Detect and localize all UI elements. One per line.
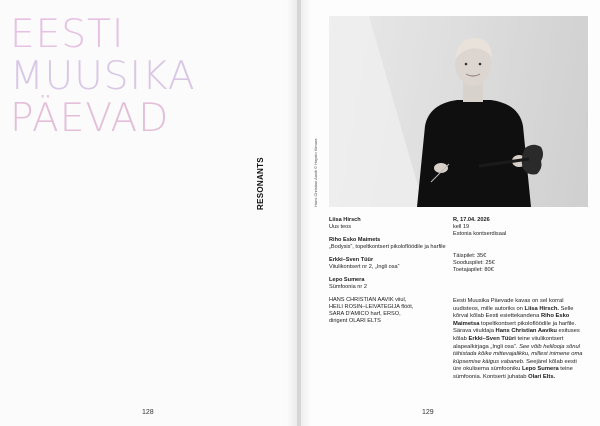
composer-name: Liisa Hirsch — [329, 217, 361, 223]
section-label: RESONANTS — [256, 157, 265, 210]
title-line-2: MUUSIKA — [10, 54, 196, 99]
description-text: Eesti Muusika Päevade kavas on sel korral uudisteos, mille autoriks on — [453, 298, 564, 312]
description-name: Hans Christian Aaviku — [495, 328, 557, 335]
work-title: „Bodysis“, topeltkontsert pikoloflöödile ja harfile — [329, 244, 446, 250]
ticket-price: Sooduspilet: 25€ — [453, 260, 495, 266]
program-list — [329, 217, 449, 325]
description-name: Olari Elts. — [528, 373, 556, 380]
composer-name: Lepo Sumera — [329, 277, 365, 283]
composer-name: Erkki–Sven Tüür — [329, 257, 374, 263]
work-title: Viiulikontsert nr 2, „Ingli osa“ — [329, 264, 400, 270]
description-name: Erkki–Sven Tüüri — [468, 335, 516, 342]
description-text: Seejärel kõlab eesti üre okulisema sümfooniku — [453, 358, 577, 373]
performer-line: HEILI ROSIN–LEIVATEGIJA flööt, — [329, 304, 414, 310]
program-item — [329, 237, 449, 251]
performer-line: HANS CHRISTIAN AAVIK viiul, — [329, 297, 407, 303]
performer-line: SARA D'AMICO harf, ERSO, — [329, 311, 401, 317]
event-venue: Estonia kontserdisaal — [453, 231, 507, 237]
ticket-price: Täispilet: 35€ — [453, 253, 487, 259]
ticket-prices — [453, 253, 583, 274]
violinist-photo — [329, 16, 588, 207]
program-item — [329, 277, 449, 291]
performer-line: dirigent OLARI ELTS — [329, 318, 381, 324]
performers — [329, 297, 449, 325]
work-title: Sümfoonia nr 2 — [329, 284, 367, 290]
ticket-price: Toetajapilet: 80€ — [453, 267, 494, 273]
event-info — [453, 217, 583, 274]
festival-title — [10, 14, 196, 140]
composer-name: Riho Esko Maimets — [329, 237, 381, 243]
event-time: kell 19 — [453, 224, 470, 230]
description-text: topeltkontsert pikoloflöödile ja harfile. Särava viiuldaja — [453, 320, 577, 335]
description-text: esituses kõlab — [453, 328, 580, 342]
concert-description — [453, 298, 585, 382]
work-title: Uus teos — [329, 224, 352, 230]
description-name: Lepo Sumera — [521, 366, 559, 373]
title-line-3: PÄEVAD — [10, 96, 170, 141]
page-number-left: 128 — [142, 409, 154, 416]
description-name: Liisa Hirsch. — [524, 305, 560, 312]
page-number-right: 129 — [422, 409, 434, 416]
program-item — [329, 217, 449, 231]
description-name: Riho Esko Maimetsa — [453, 313, 570, 327]
gutter-shadow — [301, 0, 311, 426]
description-text: teine viiulikontsert alapealkirjaga „Ingli osa“. — [453, 335, 564, 350]
title-line-1: EESTI — [10, 12, 125, 57]
description-text: Selle kõrval kõlab Eesti esiettekandena — [453, 305, 574, 320]
left-page — [0, 0, 299, 426]
program-item — [329, 257, 449, 271]
violinist-illustration — [329, 16, 588, 207]
description-quote: See võib helilooja sõnul tähistada kõike mittevajalikku, millest inimene oma küpsemise käigus vabaneb. — [453, 343, 583, 365]
description-text: teine sümfoonia. Kontserti juhatab — [453, 366, 573, 380]
event-date: R, 17.04. 2026 — [453, 217, 490, 223]
photo-credit: Hans Christian Aavik © Hayato Kimura — [313, 138, 318, 207]
